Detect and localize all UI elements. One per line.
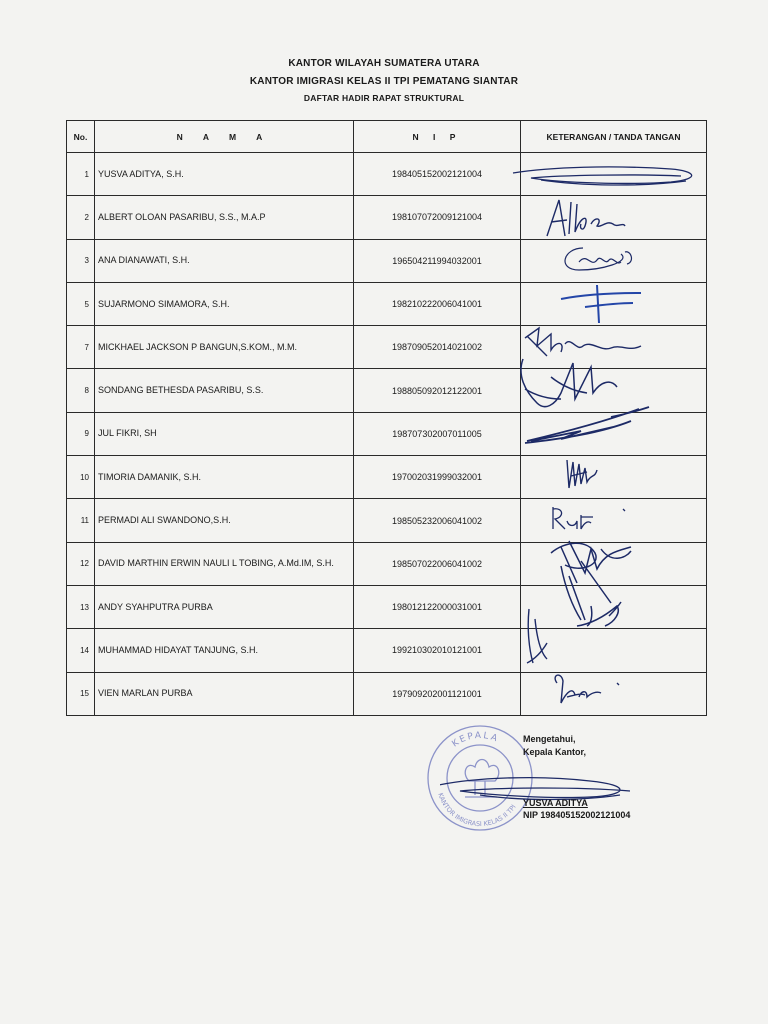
- signature-image: [521, 153, 707, 195]
- attendee-name: ALBERT OLOAN PASARIBU, S.S., M.A.P: [95, 196, 354, 239]
- attendee-nip: 197909202001121001: [354, 672, 521, 715]
- table-row: [67, 282, 707, 325]
- attendee-nip: 198405152002121004: [354, 153, 521, 196]
- table-row: [67, 239, 707, 282]
- attendee-nip: 198210222006041001: [354, 282, 521, 325]
- attendee-name: SUJARMONO SIMAMORA, S.H.: [95, 282, 354, 325]
- column-header-nip: N I P: [354, 121, 521, 153]
- attendee-name: YUSVA ADITYA, S.H.: [95, 153, 354, 196]
- row-number: 3: [67, 239, 95, 282]
- table-header-row: [67, 121, 707, 153]
- table-row: [67, 412, 707, 455]
- signature-cell: [521, 456, 707, 499]
- head-position-label: Kepala Kantor,: [523, 747, 587, 757]
- attendee-name: MUHAMMAD HIDAYAT TANJUNG, S.H.: [95, 629, 354, 672]
- attendee-name: MICKHAEL JACKSON P BANGUN,S.KOM., M.M.: [95, 326, 354, 369]
- head-nip: NIP 198405152002121004: [523, 810, 631, 820]
- column-header-no: No.: [67, 121, 95, 153]
- table-row: [67, 369, 707, 412]
- table-row: [67, 456, 707, 499]
- signature-image: [521, 629, 707, 671]
- row-number: 11: [67, 499, 95, 542]
- table-row: [67, 326, 707, 369]
- svg-text:KEPALA: [450, 731, 500, 750]
- row-number: 9: [67, 412, 95, 455]
- table-row: [67, 585, 707, 628]
- signature-image: [521, 283, 707, 325]
- signature-image: [521, 586, 707, 628]
- attendee-nip: 198709052014021002: [354, 326, 521, 369]
- table-row: [67, 672, 707, 715]
- row-number: 8: [67, 369, 95, 412]
- attendee-name: DAVID MARTHIN ERWIN NAULI L TOBING, A.Md.IM, S.H.: [95, 542, 354, 585]
- signature-cell: [521, 672, 707, 715]
- attendee-name: TIMORIA DAMANIK, S.H.: [95, 456, 354, 499]
- stamp-title-text: KEPALA: [450, 730, 501, 750]
- column-header-name: N A M A: [95, 121, 354, 153]
- attendee-nip: 198505232006041002: [354, 499, 521, 542]
- table-row: [67, 153, 707, 196]
- head-name: YUSVA ADITYA: [523, 798, 588, 808]
- column-header-signature: KETERANGAN / TANDA TANGAN: [521, 121, 707, 153]
- signature-cell: [521, 542, 707, 585]
- row-number: 2: [67, 196, 95, 239]
- signature-image: [521, 413, 707, 455]
- signature-image: [521, 369, 707, 411]
- table-row: [67, 196, 707, 239]
- acknowledged-label: Mengetahui,: [523, 734, 576, 744]
- attendee-name: JUL FIKRI, SH: [95, 412, 354, 455]
- signature-cell: [521, 239, 707, 282]
- signature-cell: [521, 585, 707, 628]
- signature-cell: [521, 196, 707, 239]
- attendee-nip: 198805092012122001: [354, 369, 521, 412]
- attendee-nip: 198107072009121004: [354, 196, 521, 239]
- attendee-nip: 198012122000031001: [354, 585, 521, 628]
- attendee-nip: 196504211994032001: [354, 239, 521, 282]
- signature-cell: [521, 326, 707, 369]
- signature-image: [521, 499, 707, 541]
- row-number: 1: [67, 153, 95, 196]
- office-region-title: KANTOR WILAYAH SUMATERA UTARA: [288, 58, 480, 69]
- attendee-name: SONDANG BETHESDA PASARIBU, S.S.: [95, 369, 354, 412]
- attendance-table: [66, 120, 707, 716]
- signature-image: [521, 196, 707, 238]
- table-row: [67, 542, 707, 585]
- row-number: 12: [67, 542, 95, 585]
- attendee-name: PERMADI ALI SWANDONO,S.H.: [95, 499, 354, 542]
- row-number: 14: [67, 629, 95, 672]
- signature-image: [521, 240, 707, 282]
- attendee-nip: 198507022006041002: [354, 542, 521, 585]
- attendee-nip: 199210302010121001: [354, 629, 521, 672]
- row-number: 10: [67, 456, 95, 499]
- signature-cell: [521, 499, 707, 542]
- row-number: 7: [67, 326, 95, 369]
- attendee-nip: 198707302007011005: [354, 412, 521, 455]
- stamp-bottom-text: KANTOR IMIGRASI KELAS II TPI: [436, 791, 518, 829]
- row-number: 15: [67, 672, 95, 715]
- attendee-name: ANA DIANAWATI, S.H.: [95, 239, 354, 282]
- table-row: [67, 629, 707, 672]
- signature-cell: [521, 412, 707, 455]
- signature-cell: [521, 629, 707, 672]
- row-number: 5: [67, 282, 95, 325]
- attendee-nip: 197002031999032001: [354, 456, 521, 499]
- signature-cell: [521, 282, 707, 325]
- office-name-title: KANTOR IMIGRASI KELAS II TPI PEMATANG SIANTAR: [249, 76, 519, 87]
- attendee-name: VIEN MARLAN PURBA: [95, 672, 354, 715]
- row-number: 13: [67, 585, 95, 628]
- signature-cell: [521, 369, 707, 412]
- attendee-name: ANDY SYAHPUTRA PURBA: [95, 585, 354, 628]
- signature-image: [521, 673, 707, 715]
- signature-image: [521, 543, 707, 585]
- table-row: [67, 499, 707, 542]
- signature-cell: [521, 153, 707, 196]
- document-title: DAFTAR HADIR RAPAT STRUKTURAL: [303, 93, 465, 103]
- signature-image: [521, 326, 707, 368]
- signature-image: [521, 456, 707, 498]
